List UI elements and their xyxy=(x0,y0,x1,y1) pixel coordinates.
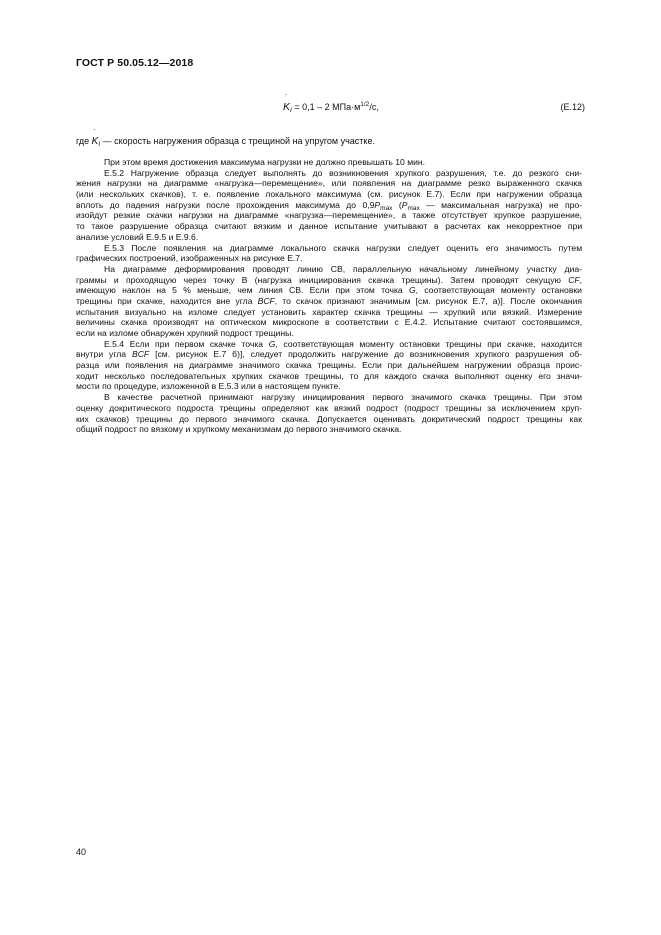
text-line: оценку докритического подроста трещины определяют как вязкий подрост (подрост трещины за исключением хруп- xyxy=(76,402,583,413)
text-line: На диаграмме деформирования проводят линию СВ, параллельную начальному линейному участку диа- xyxy=(104,263,582,274)
text-line: жения нагрузки на диаграмме «нагрузка—перемещение», или появления на диаграмме резко выраженного скачка xyxy=(76,178,583,189)
formula-subscript: I xyxy=(290,107,292,114)
where-clause xyxy=(76,128,375,148)
page-number: 40 xyxy=(76,847,87,857)
text-line: изойдут резкие скачки нагрузки на диаграмме «нагрузка—перемещение», а также отсутствует хрупкое разрушение, xyxy=(76,210,583,221)
formula-symbol: ˙ K xyxy=(283,93,291,113)
text-line: Е.5.3 После появления на диаграмме локального скачка нагрузки следует оценить его значимость путем xyxy=(104,242,583,253)
text-line: ходит несколько последовательных хрупких скачков трещины, то для каждого скачка выполняют оценку его значи- xyxy=(76,370,583,381)
text-line: испытания визуально на изломе следует установить характер скачка трещины — хрупкий или вязкий. Измерение xyxy=(76,306,583,317)
where-text: — скорость нагружения образца с трещиной на упругом участке. xyxy=(100,136,375,146)
text-line: ких скачков) трещины до первого значимого скачка. Допускается оценивать докритический подрост трещины как xyxy=(76,413,582,424)
text-line: имеющую наклон на 5 % меньше, чем линия СВ. Если при этом точка G, соответствующая моменту остановки xyxy=(76,285,582,296)
text-line: графических построений, изображенных на рисунке Е.7. xyxy=(76,253,303,264)
text-line: граммы и проходящую через точку В (нагрузка инициирования скачка трещины). Затем проводят секущую CF, xyxy=(76,274,583,285)
text-line: если на изломе обнаружен хрупкий подрост трещины. xyxy=(76,328,294,338)
text-line: анализе условий Е.9.5 и Е.9.6. xyxy=(76,231,199,242)
where-symbol: ˙ K xyxy=(91,128,99,147)
text-line: внутри угла BCF [см. рисунок Е.7 б)], следует продолжить нагружение до возникновения хрупкого разрушения об- xyxy=(76,349,583,360)
text-line: Е.5.2 Нагружение образца следует выполнять до возникновения хрупкого разрушения, т.е. до резкого сни- xyxy=(104,167,583,178)
text-line: общий подрост по вязкому и хрупкому механизмам до первого значимого скачка. xyxy=(76,424,402,435)
document-header: ГОСТ Р 50.05.12—2018 xyxy=(76,57,194,69)
text-line: разца или появления на диаграмме значимого скачка трещины. Если при дальнейшем нагружении образца проис- xyxy=(76,360,583,371)
text-line: При этом время достижения максимума нагрузки не должно превышать 10 мин. xyxy=(104,157,426,167)
text-line: трещины при скачке, находится вне угла BCF, то скачок признают значимым [см. рисунок Е.7, а)]. После окончания xyxy=(76,295,583,306)
formula-exponent: 1/2 xyxy=(360,101,370,108)
formula-e12 xyxy=(283,93,379,114)
body-text xyxy=(76,157,582,435)
where-subscript: I xyxy=(98,141,101,148)
text-line: величины скачка производят на оптическом микроскопе в соответствии с Е.4.2. Испытание считают состоявшимся, xyxy=(76,317,583,328)
text-line: Е.5.4 Если при первом скачке точка G, соответствующая моменту остановки трещины при скачке, находится xyxy=(104,338,582,349)
formula-body: = 0,1 – 2 МПа·м xyxy=(291,102,361,112)
equation-number: (Е.12) xyxy=(560,102,585,112)
text-line: В качестве расчетной принимают нагрузку инициирования первого значимого скачка трещины. При этом xyxy=(104,392,583,403)
text-line: то такое разрушение образца считают вязким и данное испытание учитывают в расчетах как некорректное при xyxy=(76,221,583,232)
text-line: мости по процедуре, изложенной в Е.5.3 или в настоящем пункте. xyxy=(76,381,341,392)
dot-accent: ˙ xyxy=(285,93,288,103)
formula-tail: /с, xyxy=(369,102,379,112)
where-prefix: где xyxy=(76,136,92,146)
dot-accent: ˙ xyxy=(93,128,97,138)
text-line: вплоть до падения нагрузки после прохождения максимума до $0,9P_{max}$ ($P_{max}$ — максимальная нагрузка) не про- xyxy=(76,199,583,212)
text-line: (или нескольких скачков), т. е. появление локального максимума (см. рисунок Е.7). Если при нагружении образца xyxy=(76,189,583,200)
